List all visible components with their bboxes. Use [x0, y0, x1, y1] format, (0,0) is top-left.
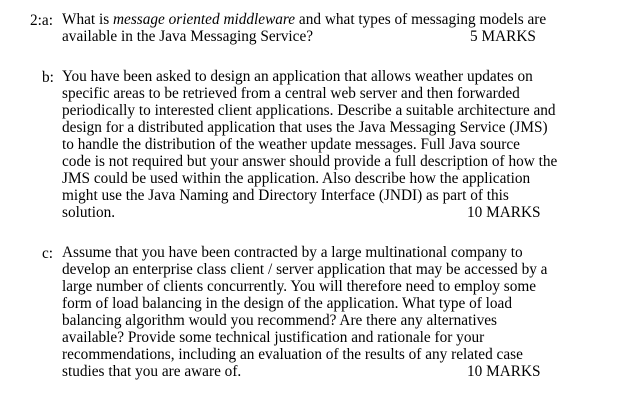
- question-label: 2:a:: [30, 12, 53, 29]
- question-text-line: to handle the distribution of the weather update messages. Full Java source: [62, 136, 520, 153]
- question-text-line: studies that you are aware of.: [62, 363, 242, 380]
- marks-label: 10 MARKS: [467, 204, 541, 221]
- emphasis-term: message oriented middleware: [112, 11, 296, 28]
- question-text-line: specific areas to be retrieved from a central web server and then forwarded: [62, 85, 520, 102]
- question-text-line: code is not required but your answer should provide a full description of how the: [62, 153, 558, 170]
- question-text-line: solution.: [62, 204, 116, 221]
- question-text-line: periodically to interested client applications. Describe a suitable architecture and: [62, 102, 556, 119]
- question-label: c:: [42, 245, 54, 262]
- marks-label: 5 MARKS: [470, 28, 536, 45]
- question-text-line: Assume that you have been contracted by a large multinational company to: [62, 244, 523, 261]
- question-text-line: might use the Java Naming and Directory Interface (JNDI) as part of this: [62, 187, 509, 204]
- question-text-line: available in the Java Messaging Service?: [62, 28, 314, 45]
- question-text-line: JMS could be used within the application. Also describe how the application: [62, 170, 531, 187]
- question-label: b:: [42, 69, 54, 86]
- question-text-line: large number of clients concurrently. You will therefore need to employ some: [62, 278, 537, 295]
- question-text-line: You have been asked to design an application that allows weather updates on: [62, 68, 533, 85]
- question-text-line: recommendations, including an evaluation of the results of any related case: [62, 346, 523, 363]
- question-text-line: available? Provide some technical justification and rationale for your: [62, 329, 485, 346]
- question-text-line: What is message oriented middleware and what types of messaging models are: [62, 11, 547, 28]
- marks-label: 10 MARKS: [467, 363, 541, 380]
- question-text-line: form of load balancing in the design of the application. What type of load: [62, 295, 512, 312]
- question-text-line: develop an enterprise class client / server application that may be accessed by a: [62, 261, 548, 278]
- question-text-line: balancing algorithm would you recommend? Are there any alternatives: [62, 312, 497, 329]
- question-text-line: design for a distributed application that uses the Java Messaging Service (JMS): [62, 119, 548, 136]
